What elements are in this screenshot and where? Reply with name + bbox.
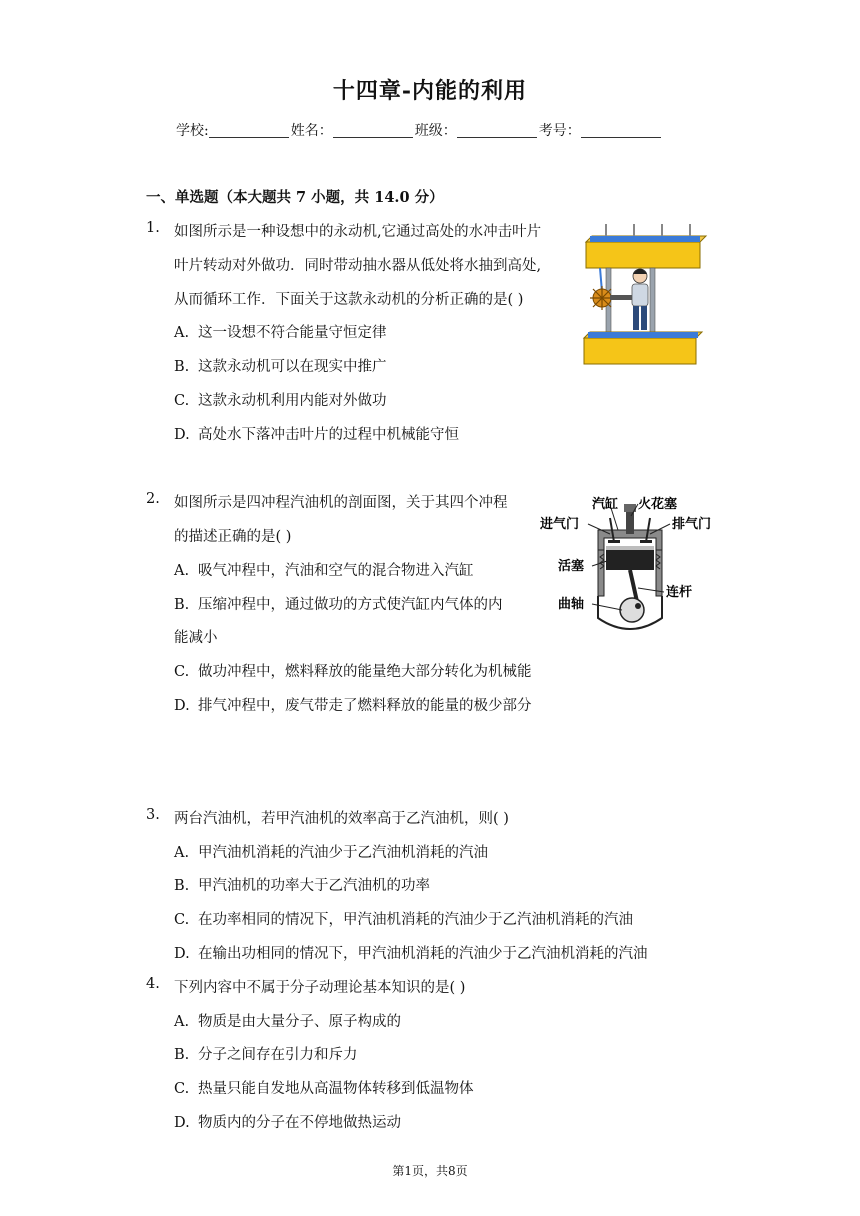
school-blank [209,123,289,138]
page-title: 十四章-内能的利用 [332,78,528,104]
class-blank [457,123,537,138]
name-label: 姓名： [290,123,333,139]
label-exhaust-valve: 排气门 [672,517,712,532]
label-intake-valve: 进气门 [540,517,580,532]
engine-cross-section-figure [538,490,722,640]
question-4-option-a: A. 物质是由大量分子、原子构成的 [174,1014,401,1030]
question-3-option-d: D. 在输出功相同的情况下，甲汽油机消耗的汽油少于乙汽油机消耗的汽油 [174,946,648,962]
question-4-option-b: B. 分子之间存在引力和斥力 [174,1047,358,1063]
question-3-stem: 两台汽油机，若甲汽油机的效率高于乙汽油机，则( ) [174,811,509,827]
question-2-option-b: B. 压缩冲程中，通过做功的方式使汽缸内气体的内 [174,597,503,613]
question-1-option-d: D. 高处水下落冲击叶片的过程中机械能守恒 [174,427,459,443]
question-3-option-c: C. 在功率相同的情况下，甲汽油机消耗的汽油少于乙汽油机消耗的汽油 [174,912,633,928]
question-2-number: 2. [146,491,160,507]
question-1-stem-line-2: 叶片转动对外做功．同时带动抽水器从低处将水抽到高处, [174,258,542,274]
student-info-line [176,120,663,140]
question-2-option-b-continued: 能减小 [174,630,218,646]
question-4-number: 4. [146,976,160,992]
question-2-stem-line-1: 如图所示是四冲程汽油机的剖面图，关于其四个冲程 [174,495,508,511]
question-2-option-d: D. 排气冲程中，废气带走了燃料释放的能量的极少部分 [174,698,532,714]
class-label: 班级： [414,123,457,139]
question-1-number: 1. [146,220,160,236]
exam-no-label: 考号： [538,123,581,139]
label-crankshaft: 曲轴 [558,597,585,612]
exam-no-blank [581,123,661,138]
question-1-stem-line-1: 如图所示是一种设想中的永动机,它通过高处的水冲击叶片 [174,224,542,240]
label-spark-plug: 火花塞 [638,497,678,512]
question-3-option-a: A. 甲汽油机消耗的汽油少于乙汽油机消耗的汽油 [174,845,488,861]
label-piston: 活塞 [558,559,585,574]
question-4-stem: 下列内容中不属于分子动理论基本知识的是( ) [174,980,466,996]
question-1-stem-line-3: 从而循环工作．下面关于这款永动机的分析正确的是( ) [174,292,524,308]
question-1-option-a: A. 这一设想不符合能量守恒定律 [174,325,387,341]
school-label: 学校: [176,123,209,139]
question-3-number: 3. [146,807,160,823]
name-blank [333,123,413,138]
question-2-option-c: C. 做功冲程中，燃料释放的能量绝大部分转化为机械能 [174,664,532,680]
question-1-option-c: C. 这款永动机利用内能对外做功 [174,393,387,409]
page-footer: 第1页，共8页 [392,1164,468,1178]
question-3-option-b: B. 甲汽油机的功率大于乙汽油机的功率 [174,878,430,894]
question-1-option-b: B. 这款永动机可以在现实中推广 [174,359,387,375]
question-4-option-d: D. 物质内的分子在不停地做热运动 [174,1115,401,1131]
label-connecting-rod: 连杆 [666,585,693,600]
label-cylinder: 汽缸 [592,497,619,512]
section-heading: 一、单选题（本大题共 7 小题，共 14.0 分） [146,189,444,206]
perpetual-motion-figure [580,222,712,370]
question-2-stem-line-2: 的描述正确的是( ) [174,529,292,545]
question-2-option-a: A. 吸气冲程中，汽油和空气的混合物进入汽缸 [174,563,474,579]
question-4-option-c: C. 热量只能自发地从高温物体转移到低温物体 [174,1081,474,1097]
